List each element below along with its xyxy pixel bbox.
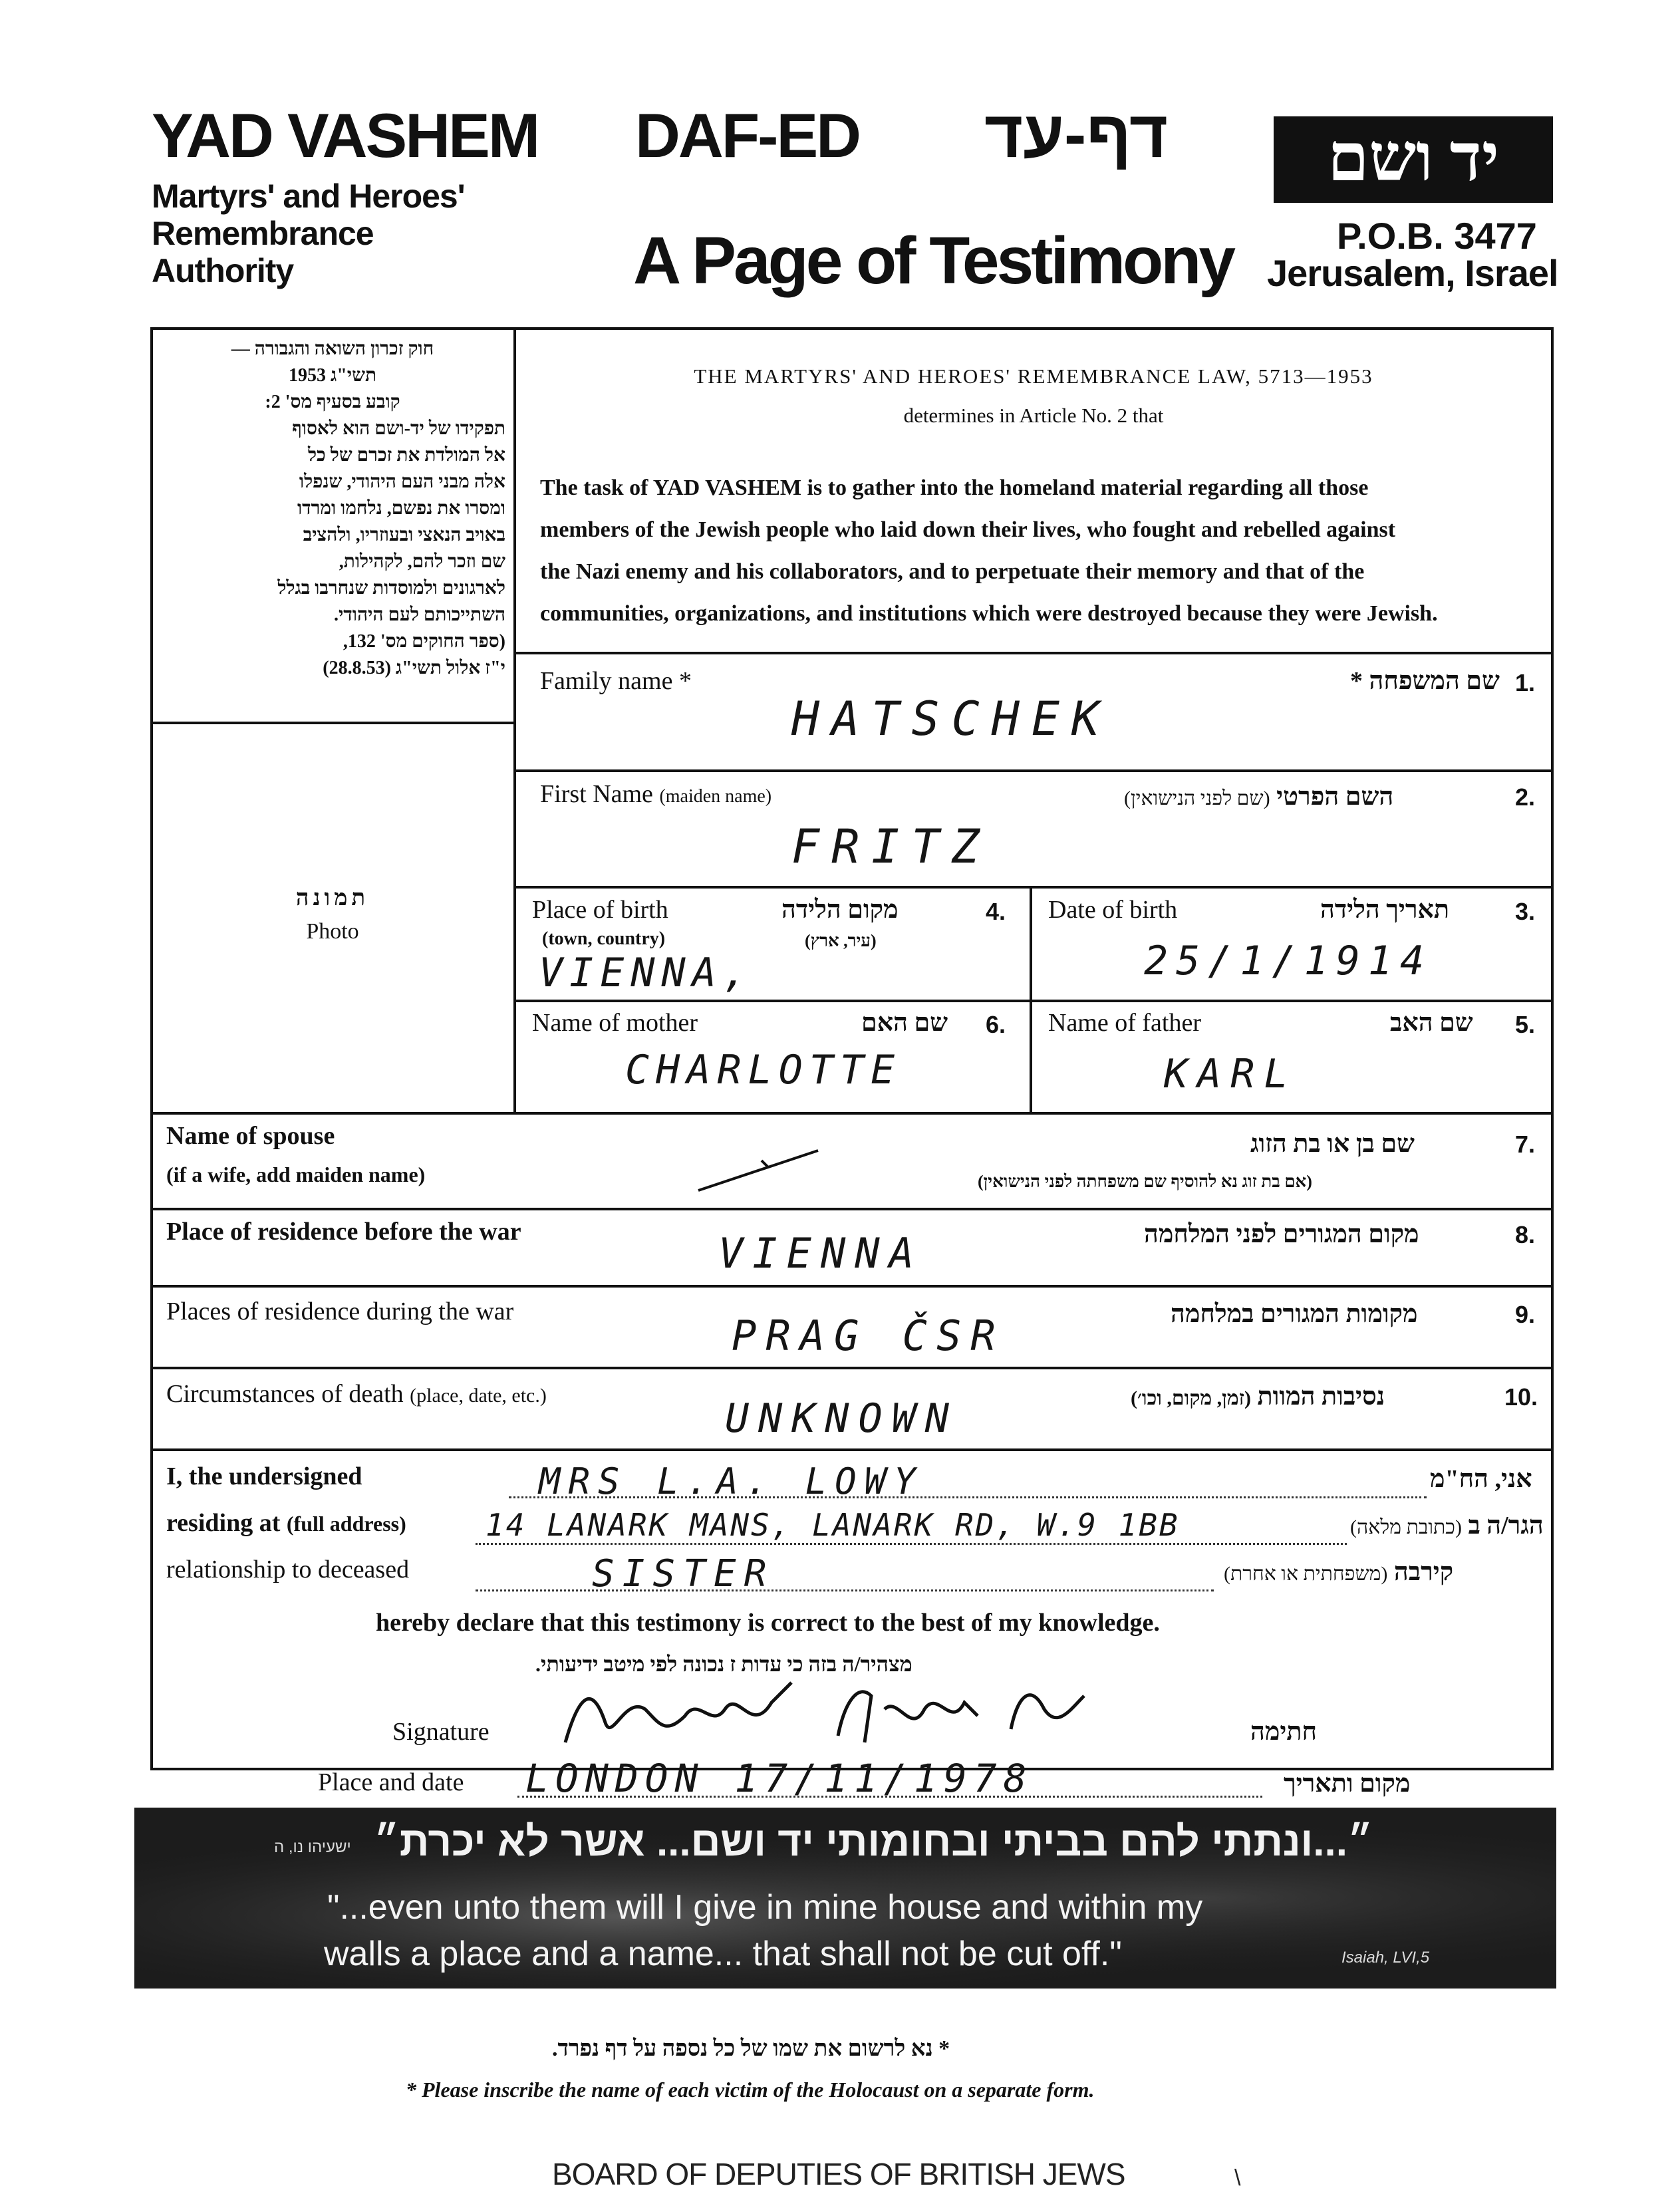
signature-scribble[interactable] <box>552 1669 1097 1756</box>
row-line-7 <box>150 1285 1554 1288</box>
family-name-label-hebrew: שם המשפחה * <box>1350 667 1500 695</box>
banner-hebrew-ref: ישעיהו נו, ה <box>274 1838 351 1856</box>
address-hebrew-sub: (כתובת מלאה) <box>1350 1516 1462 1538</box>
photo-label-hebrew: תמונה <box>295 886 370 910</box>
death-label-main: Circumstances of death <box>166 1380 404 1408</box>
place-date-label-hebrew: מקום ותאריך <box>1284 1770 1411 1798</box>
mid-column-divider <box>1030 886 1032 1113</box>
row-line-8 <box>150 1367 1554 1369</box>
spouse-hebrew-sub: (אם בת זוג נא להוסיף שם משפחתה לפני הנישואין) <box>978 1172 1312 1191</box>
date-of-birth-value[interactable]: 25/1/1914 <box>1144 938 1433 984</box>
spouse-label: Name of spouse <box>166 1122 335 1150</box>
hebrew-law-line: ומסרו את נפשם, נלחמו ומרדו <box>297 498 505 519</box>
hebrew-law-line: תשי"ג 1953 <box>288 365 377 386</box>
place-of-birth-label-sub: (town, country) <box>542 928 666 949</box>
banner-english-line-2: walls a place and a name... that shall not be cut off." <box>324 1935 1122 1973</box>
law-box-bottom <box>150 722 515 724</box>
daf-ed-hebrew: דף-עד <box>984 97 1169 172</box>
residence-during-label: Places of residence during the war <box>166 1298 514 1325</box>
daf-ed-title: DAF-ED <box>635 100 860 170</box>
first-name-hebrew-main: השם הפרטי <box>1276 783 1394 811</box>
org-subtitle-2: Remembrance <box>152 215 374 252</box>
death-circumstances-value[interactable]: UNKNOWN <box>725 1395 958 1442</box>
date-of-birth-label: Date of birth <box>1048 896 1178 924</box>
org-subtitle-3: Authority <box>152 252 294 289</box>
law-title: THE MARTYRS' AND HEROES' REMEMBRANCE LAW, 5713—1953 <box>694 364 1373 388</box>
mother-name-label: Name of mother <box>532 1009 698 1037</box>
hebrew-law-line: השתייכותם לעם היהודי. <box>333 605 505 625</box>
row-line-9 <box>150 1448 1554 1451</box>
spouse-dash-mark <box>692 1137 825 1197</box>
place-of-birth-hebrew-sub: (עיר, ארץ) <box>805 931 877 950</box>
left-column-divider <box>513 327 516 1112</box>
residence-before-value[interactable]: VIENNA <box>718 1229 923 1278</box>
row-line-1 <box>513 652 1554 654</box>
father-name-value[interactable]: KARL <box>1164 1051 1298 1097</box>
spouse-label-sub: (if a wife, add maiden name) <box>166 1163 426 1186</box>
address-value[interactable]: 14 LANARK MANS, LANARK RD, W.9 1BB <box>486 1507 1180 1543</box>
signature-label-hebrew: חתימה <box>1250 1718 1318 1746</box>
place-of-birth-value[interactable]: VIENNA, <box>539 950 754 996</box>
relationship-label: relationship to deceased <box>166 1556 410 1583</box>
yad-vashem-logo <box>1274 116 1553 203</box>
mother-name-value[interactable]: CHARLOTTE <box>625 1047 902 1093</box>
place-of-birth-label-hebrew: מקום הלידה <box>781 896 899 924</box>
po-box: P.O.B. 3477 <box>1337 215 1537 257</box>
place-date-value[interactable]: LONDON 17/11/1978 <box>525 1756 1034 1801</box>
field-number: 1. <box>1515 669 1536 696</box>
address-label <box>166 1508 406 1538</box>
death-circumstances-label <box>166 1379 547 1409</box>
hebrew-law-line: קובע בסעיף מס' 2: <box>265 392 400 412</box>
undersigned-value[interactable]: MRS L.A. LOWY <box>539 1460 924 1502</box>
residence-during-value[interactable]: PRAG ČSR <box>732 1311 1005 1360</box>
field-number: 9. <box>1515 1301 1536 1328</box>
photo-label: Photo <box>306 919 359 944</box>
org-subtitle-1: Martyrs' and Heroes' <box>152 178 465 215</box>
hebrew-law-line: חוק זכרון השואה והגבורה — <box>231 339 434 359</box>
law-text-line: the Nazi enemy and his collaborators, and to perpetuate their memory and that of the <box>540 559 1365 584</box>
scripture-banner <box>134 1808 1556 1989</box>
address-label-sub: (full address) <box>286 1512 406 1536</box>
undersigned-label-hebrew: אני, הח"מ <box>1430 1465 1532 1493</box>
row-line-2 <box>513 769 1554 772</box>
death-hebrew-sub: (זמן, מקום, וכו׳) <box>1131 1387 1251 1409</box>
death-hebrew-main: נסיבות המוות <box>1257 1383 1385 1411</box>
first-name-label-hebrew <box>1124 782 1393 811</box>
page-title: A Page of Testimony <box>633 223 1233 298</box>
undersigned-label: I, the undersigned <box>166 1462 362 1490</box>
spouse-dash-tick <box>762 1161 768 1167</box>
residence-before-label: Place of residence before the war <box>166 1218 521 1246</box>
hebrew-law-line: (ספר החוקים מס' 132, <box>343 631 505 652</box>
row-line-4 <box>513 1000 1554 1002</box>
signature-stroke-3 <box>1011 1695 1084 1729</box>
header <box>0 0 1680 313</box>
residence-before-label-hebrew: מקום המגורים לפני המלחמה <box>1144 1220 1419 1248</box>
address-hebrew-main: הגר/ה ב <box>1468 1512 1544 1540</box>
relationship-value[interactable]: SISTER <box>592 1552 775 1595</box>
footer-mark: \ <box>1234 2165 1241 2191</box>
row-line-3 <box>513 886 1554 889</box>
address-label-main: residing at <box>166 1509 281 1537</box>
banner-hebrew: ״...ונתתי להם בביתי ובחומותי יד ושם... אשר לא יכרת״ <box>374 1819 1373 1865</box>
date-of-birth-label-hebrew: תאריך הלידה <box>1320 896 1450 924</box>
law-text-line: The task of YAD VASHEM is to gather into the homeland material regarding all those <box>540 476 1369 500</box>
signature-label: Signature <box>392 1718 490 1746</box>
footer-note: * Please inscribe the name of each victim of the Holocaust on a separate form. <box>406 2078 1095 2102</box>
banner-english-ref: Isaiah, LVI,5 <box>1341 1949 1430 1967</box>
mother-name-label-hebrew: שם האם <box>861 1009 948 1037</box>
hebrew-law-line: תפקידו של יד-ושם הוא לאסוף <box>292 418 505 439</box>
field-number: 2. <box>1515 783 1536 811</box>
first-name-hebrew-sub: (שם לפני הנישואין) <box>1124 787 1270 809</box>
field-number: 10. <box>1504 1383 1538 1411</box>
spouse-label-hebrew: שם בן או בת הזוג <box>1250 1130 1415 1158</box>
field-number: 5. <box>1515 1011 1536 1038</box>
address-label-hebrew <box>1350 1511 1544 1540</box>
address-line <box>476 1543 1347 1545</box>
footer-note-hebrew: * נא לרשום את שמו של כל נספה על דף נפרד. <box>552 2036 950 2061</box>
first-name-label <box>540 779 771 809</box>
signature-stroke-1 <box>565 1683 791 1742</box>
first-name-value[interactable]: FRITZ <box>791 819 992 874</box>
declaration-text-hebrew: מצהיר/ה בזה כי עדות ז נכונה לפי מיטב ידיעותי. <box>535 1652 912 1676</box>
hebrew-law-line: שם וזכר להם, לקהילות, <box>339 551 505 572</box>
org-name: YAD VASHEM <box>152 100 539 170</box>
field-number: 4. <box>986 898 1006 925</box>
family-name-label: Family name * <box>540 667 692 695</box>
hebrew-law-line: י"ז אלול תשי"ג (28.8.53) <box>323 658 505 678</box>
death-label-sub: (place, date, etc.) <box>410 1385 547 1407</box>
relationship-hebrew-main: קירבה <box>1393 1558 1454 1586</box>
city: Jerusalem, Israel <box>1267 252 1558 294</box>
field-number: 7. <box>1515 1131 1536 1158</box>
logo-hebrew-text: יד ושם <box>1327 121 1500 195</box>
declaration-text: hereby declare that this testimony is correct to the best of my knowledge. <box>376 1609 1160 1637</box>
banner-english-line-1: "...even unto them will I give in mine house and within my <box>327 1888 1203 1927</box>
first-name-label-main: First Name <box>540 780 653 808</box>
father-name-label: Name of father <box>1048 1009 1201 1037</box>
hebrew-law-box <box>160 336 505 682</box>
law-text-line: communities, organizations, and institutions which were destroyed because they were Jewish. <box>540 601 1438 626</box>
relationship-line <box>476 1589 1214 1591</box>
relationship-hebrew-sub: (משפחתית או אחרת) <box>1224 1563 1388 1585</box>
place-date-label: Place and date <box>318 1768 464 1796</box>
law-subtitle: determines in Article No. 2 that <box>903 404 1164 427</box>
family-name-value[interactable]: HATSCHEK <box>791 692 1112 746</box>
first-name-label-sub: (maiden name) <box>659 786 772 807</box>
father-name-label-hebrew: שם האב <box>1390 1009 1473 1037</box>
spouse-dash-stroke <box>698 1151 818 1190</box>
death-circumstances-label-hebrew <box>1131 1382 1385 1411</box>
field-number: 3. <box>1515 898 1536 925</box>
law-text <box>540 467 1531 634</box>
field-number: 8. <box>1515 1221 1536 1248</box>
place-of-birth-label: Place of birth <box>532 896 668 924</box>
board-of-deputies: BOARD OF DEPUTIES OF BRITISH JEWS <box>552 2157 1125 2191</box>
hebrew-law-line: לארגונים ולמוסדות שנחרבו בגלל <box>277 578 505 599</box>
law-text-line: members of the Jewish people who laid down their lives, who fought and rebelled against <box>540 517 1396 542</box>
hebrew-law-line: אלה מבני העם היהודי, שנפלו <box>299 472 505 492</box>
relationship-label-hebrew <box>1224 1558 1453 1587</box>
hebrew-law-line: באויב הנאצי ובעוזריו, ולהציב <box>303 525 505 545</box>
field-number: 6. <box>986 1011 1006 1038</box>
signature-stroke-2 <box>838 1692 978 1742</box>
residence-during-label-hebrew: מקומות המגורים במלחמה <box>1171 1300 1418 1328</box>
hebrew-law-line: אל המולדת את זכרם של כל <box>307 445 505 466</box>
row-line-5 <box>150 1112 1554 1115</box>
row-line-6 <box>150 1208 1554 1210</box>
